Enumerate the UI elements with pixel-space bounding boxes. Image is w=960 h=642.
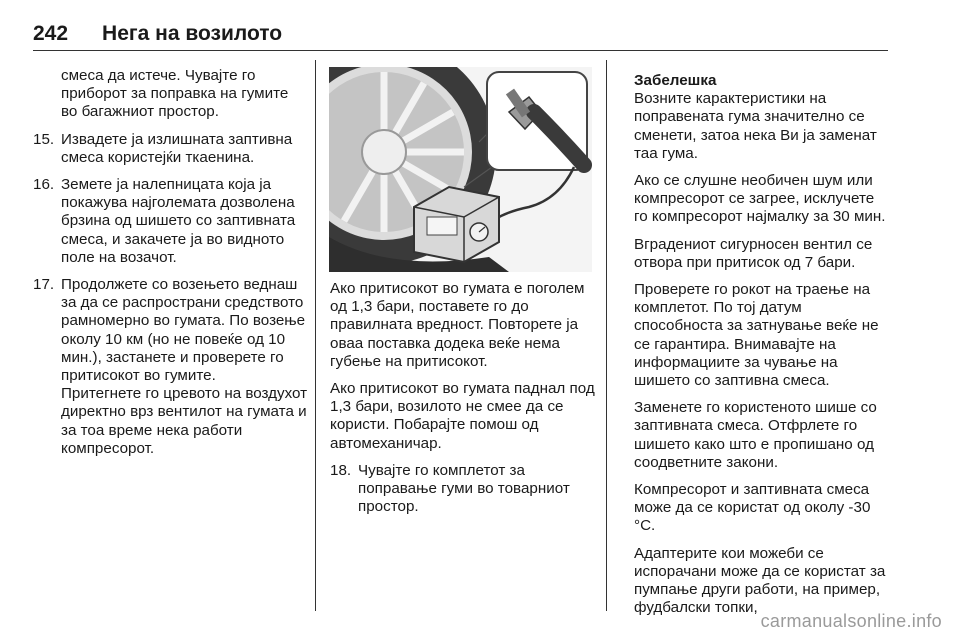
watermark: carmanualsonline.info (760, 611, 942, 631)
page-header (33, 22, 282, 46)
page-number: 242 (33, 22, 69, 45)
left-column (33, 67, 308, 467)
paragraph: Компресорот и заптивната смеса може да се користат од околу -30 °C. (634, 481, 871, 535)
valve-detail-inset (487, 72, 587, 170)
step-number: 17. (33, 276, 55, 294)
right-column (634, 72, 892, 626)
step-17-continued: Притегнете го цревото на воздухот директно врз вентилот на гумата и за тоа време нека работи компресорот. (61, 385, 308, 457)
compressor-illustration (329, 67, 592, 272)
step-17 (33, 276, 308, 385)
step-number: 15. (33, 130, 55, 148)
step-number: 18. (330, 461, 352, 479)
step-text: Продолжете со возењето веднаш за да се распространи средството рамномерно во гумата. По возење околу 10 км (но не повеќе од 10 мин.), застанете и проверете го притисокот во гумите. (61, 276, 306, 385)
paragraph: Ако притисокот во гумата е поголем од 1,3 бари, поставете го до правилната вредност. Повторете ја оваа поставка додека веќе нема губење на притисокот. (330, 280, 585, 370)
step-text: Земете ја налепницата која ја покажува најголемата дозволена брзина од шишето со заптивната смеса, и закачете ја во видното поле на возачот. (61, 176, 296, 266)
note-text: Возните карактеристики на поправената гума значително се сменети, затоа нека Ви ја заменат таа гума. (634, 90, 877, 162)
column-divider (315, 60, 316, 611)
header-rule (33, 50, 888, 51)
page-title: Нега на возилото (102, 22, 283, 45)
step-15 (33, 131, 308, 167)
paragraph: Заменете го користеното шише со заптивната смеса. Отфрлете го шишето како што е пропишано од соодветните закони. (634, 399, 877, 471)
paragraph: Ако се слушне необичен шум или компресорот се загрее, исклучете го компресорот најмалку за 30 мин. (634, 172, 886, 226)
continued-text: смеса да истече. Чувајте го приборот за поправка на гумите во багажниот простор. (61, 67, 289, 121)
step-18 (330, 462, 598, 517)
paragraph: Ако притисокот во гумата паднал под 1,3 бари, возилото не смее да се користи. Побарајте помош од автомеханичар. (330, 380, 595, 452)
note-title: Забелешка (634, 72, 717, 89)
paragraph: Вградениот сигурносен вентил се отвора при притисок од 7 бари. (634, 235, 873, 271)
step-text: Чувајте го комплетот за поправање гуми во товарниот простор. (358, 461, 570, 516)
step-number: 16. (33, 176, 55, 194)
step-text: Извадете ја излишната заптивна смеса користејќи ткаенина. (61, 130, 293, 166)
middle-column (330, 280, 598, 525)
paragraph: Адаптерите кои можеби се испорачани може да се користат за пумпање други работи, на пример, фудбалски топки, (634, 544, 886, 617)
step-16 (33, 176, 308, 267)
paragraph: Проверете го рокот на траење на комплетот. По тој датум способноста за затнување веќе не се гарантира. Внимавајте на информациите за чување на шишето со заптивна смеса. (634, 281, 879, 390)
column-divider (606, 60, 607, 611)
